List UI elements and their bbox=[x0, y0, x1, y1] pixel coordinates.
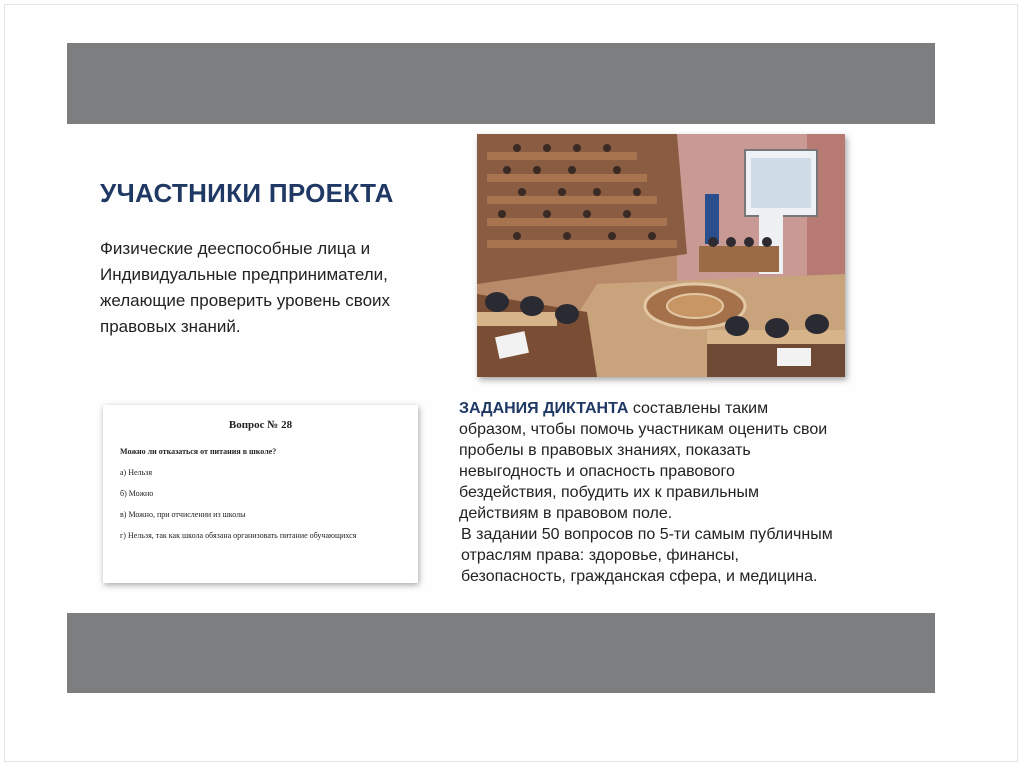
question-heading: Вопрос № 28 bbox=[228, 419, 293, 431]
question-card bbox=[103, 405, 418, 583]
answer-option: г) Нельзя, так как школа обязана организовать питание обучающихся bbox=[120, 531, 357, 540]
tasks-description bbox=[459, 398, 909, 587]
tasks-line: действиям в правовом поле. bbox=[459, 505, 673, 522]
bottom-band bbox=[67, 613, 935, 693]
tasks-line: образом, чтобы помочь участникам оценить свои bbox=[459, 421, 828, 438]
lecture-hall-illustration bbox=[477, 134, 845, 377]
intro-line: Индивидуальные предприниматели, bbox=[100, 265, 388, 284]
tasks-line: отраслям права: здоровье, финансы, bbox=[461, 547, 739, 564]
answer-option: а) Нельзя bbox=[120, 468, 153, 477]
tasks-paragraph bbox=[461, 524, 909, 587]
tasks-line: пробелы в правовых знаниях, показать bbox=[459, 442, 751, 459]
answer-option: б) Можно bbox=[120, 489, 154, 498]
top-band bbox=[67, 43, 935, 124]
tasks-line: невыгодность и опасность правового bbox=[459, 463, 735, 480]
tasks-line: составлены таким bbox=[628, 400, 769, 417]
tasks-line: бездействия, побудить их к правильным bbox=[459, 484, 759, 501]
intro-text bbox=[100, 236, 460, 340]
lecture-hall-photo bbox=[477, 134, 845, 377]
question-text: Можно ли отказаться от питания в школе? bbox=[120, 447, 277, 456]
tasks-paragraph bbox=[459, 398, 909, 524]
slide-title: УЧАСТНИКИ ПРОЕКТА bbox=[100, 178, 394, 208]
intro-line: правовых знаний. bbox=[100, 317, 241, 336]
tasks-line: безопасность, гражданская сфера, и медицина. bbox=[461, 568, 818, 585]
intro-line: Физические дееспособные лица и bbox=[100, 239, 371, 258]
answer-option: в) Можно, при отчислении из школы bbox=[120, 510, 246, 519]
tasks-highlight: ЗАДАНИЯ ДИКТАНТА bbox=[459, 400, 629, 417]
tasks-line: В задании 50 вопросов по 5-ти самым публичным bbox=[461, 526, 833, 543]
intro-line: желающие проверить уровень своих bbox=[100, 291, 391, 310]
